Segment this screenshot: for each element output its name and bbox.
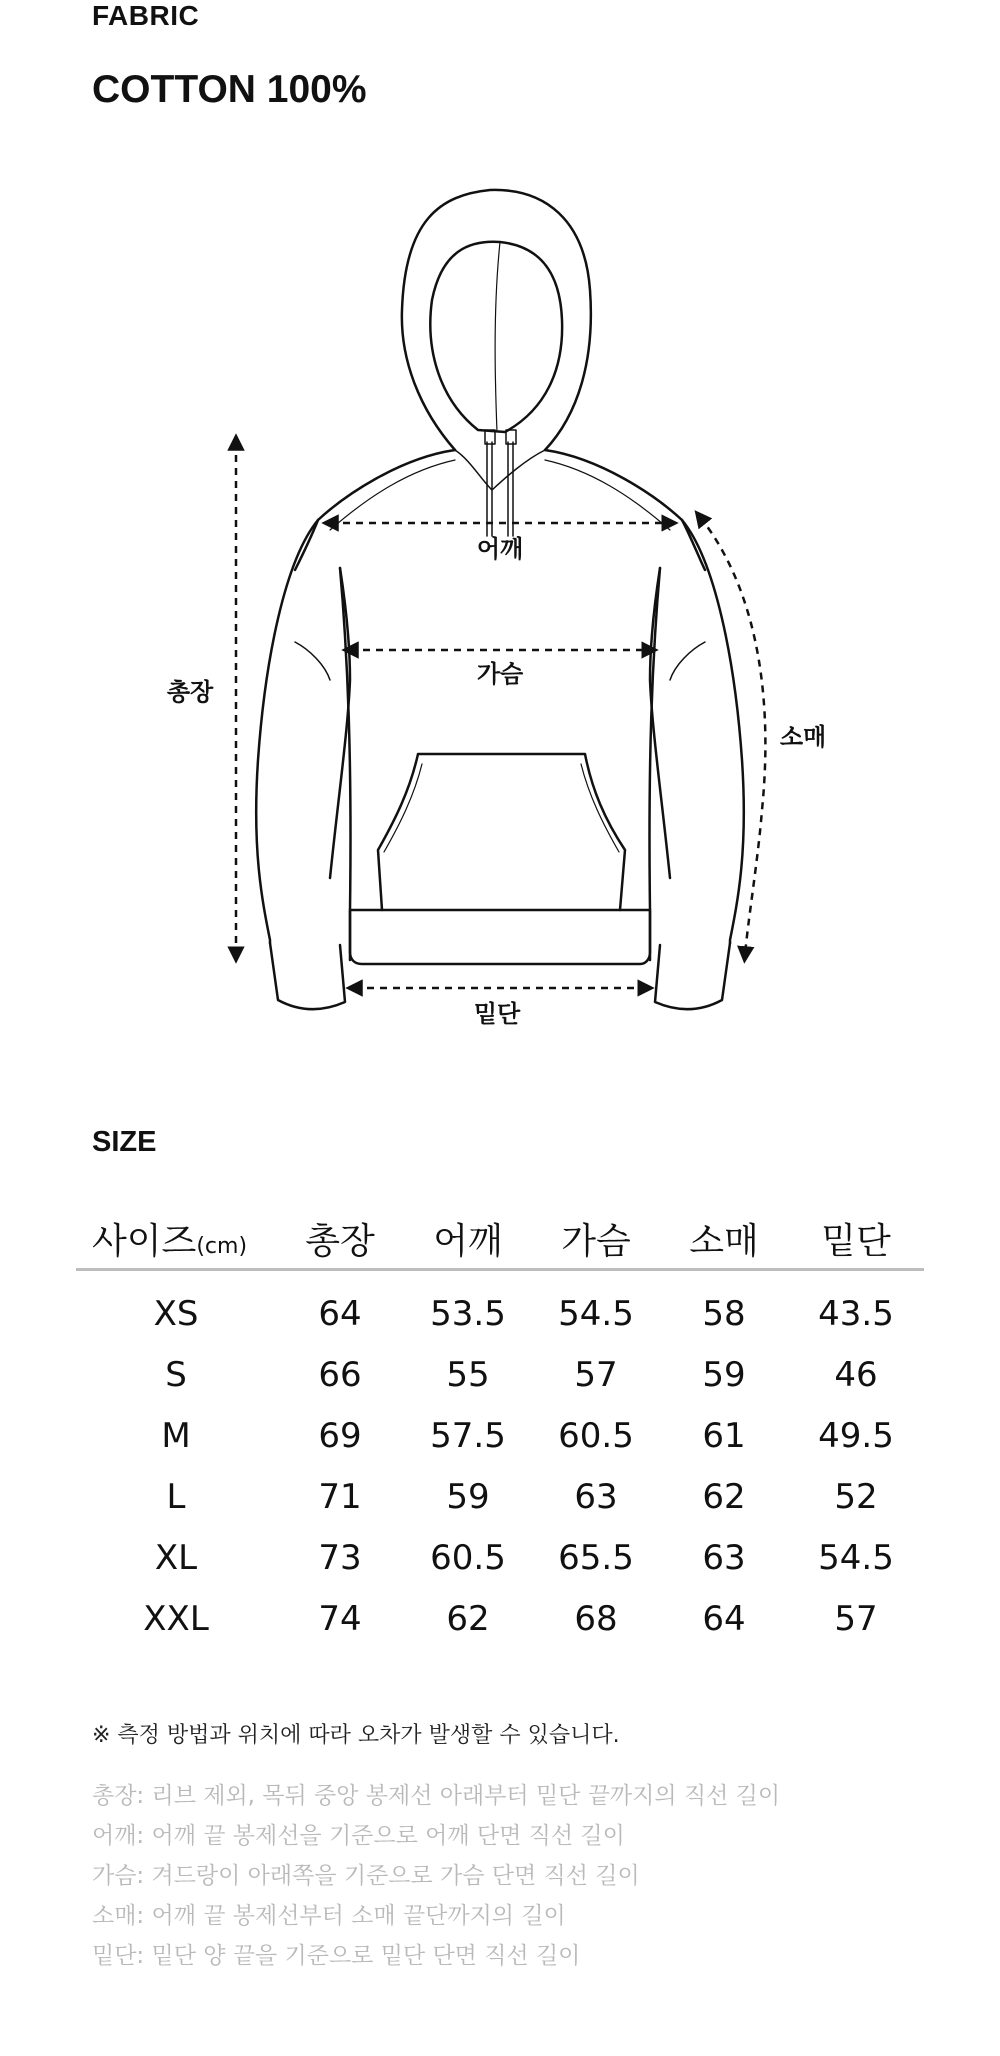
- definition-chest: 가슴: 겨드랑이 아래쪽을 기준으로 가슴 단면 직선 길이: [92, 1863, 640, 1889]
- table-cell: 65.5: [558, 1537, 634, 1578]
- table-cell: 64: [318, 1293, 362, 1334]
- table-cell: 63: [702, 1537, 746, 1578]
- left-sleeve: [256, 520, 318, 943]
- table-cell: 62: [702, 1476, 746, 1517]
- hem-label: 밑단: [473, 1000, 521, 1028]
- hem-rib: [350, 910, 650, 964]
- unit-label: (cm): [196, 1233, 248, 1259]
- size-cell: M: [161, 1415, 191, 1456]
- table-cell: 58: [702, 1293, 746, 1334]
- measurement-definitions: [92, 1776, 780, 1976]
- table-cell: 46: [834, 1354, 878, 1395]
- fabric-value: COTTON 100%: [92, 68, 367, 111]
- table-cell: 49.5: [818, 1415, 894, 1456]
- sleeve-dimension-line: [700, 517, 765, 955]
- size-cell: XL: [154, 1537, 198, 1578]
- definition-sleeve: 소매: 어깨 끝 봉제선부터 소매 끝단까지의 길이: [92, 1903, 566, 1929]
- column-header-length: 총장: [276, 1208, 404, 1270]
- table-cell: 71: [318, 1476, 362, 1517]
- definition-hem: 밑단: 밑단 양 끝을 기준으로 밑단 단면 직선 길이: [92, 1943, 581, 1969]
- table-cell: 57: [834, 1598, 878, 1639]
- table-row: [76, 1344, 924, 1405]
- column-header-sleeve: 소매: [660, 1208, 788, 1270]
- column-header-hem: 밑단: [788, 1208, 924, 1270]
- table-cell: 60.5: [430, 1537, 506, 1578]
- hoodie-diagram: [0, 160, 1000, 1060]
- size-cell: XS: [153, 1293, 199, 1334]
- chest-label: 가슴: [476, 660, 524, 688]
- size-cell: XXL: [143, 1598, 209, 1639]
- table-cell: 53.5: [430, 1293, 506, 1334]
- table-cell: 63: [574, 1476, 618, 1517]
- size-cell: S: [165, 1354, 187, 1395]
- table-row: [76, 1588, 924, 1649]
- table-cell: 57.5: [430, 1415, 506, 1456]
- size-cell: L: [166, 1476, 186, 1517]
- shoulder-label: 어깨: [476, 535, 524, 563]
- table-row: [76, 1405, 924, 1466]
- table-cell: 62: [446, 1598, 490, 1639]
- table-row: [76, 1270, 924, 1345]
- left-shoulder: [295, 450, 455, 570]
- table-cell: 59: [702, 1354, 746, 1395]
- right-sleeve: [682, 520, 744, 943]
- right-shoulder: [545, 450, 705, 570]
- table-cell: 54.5: [818, 1537, 894, 1578]
- length-label: 총장: [166, 678, 214, 706]
- fabric-label: FABRIC: [92, 0, 200, 31]
- table-cell: 55: [446, 1354, 490, 1395]
- table-cell: 69: [318, 1415, 362, 1456]
- measurement-disclaimer: ※ 측정 방법과 위치에 따라 오차가 발생할 수 있습니다.: [92, 1723, 620, 1748]
- table-cell: 68: [574, 1598, 618, 1639]
- table-header-row: [76, 1208, 924, 1270]
- table-cell: 54.5: [558, 1293, 634, 1334]
- size-heading: SIZE: [92, 1126, 157, 1158]
- table-cell: 60.5: [558, 1415, 634, 1456]
- definition-shoulder: 어깨: 어깨 끝 봉제선을 기준으로 어깨 단면 직선 길이: [92, 1823, 625, 1849]
- table-cell: 61: [702, 1415, 746, 1456]
- definition-length: 총장: 리브 제외, 목뒤 중앙 봉제선 아래부터 밑단 끝까지의 직선 길이: [92, 1783, 781, 1809]
- table-row: [76, 1466, 924, 1527]
- kangaroo-pocket: [378, 754, 625, 910]
- sleeve-label: 소매: [779, 723, 827, 751]
- column-header-chest: 가슴: [532, 1208, 660, 1270]
- table-cell: 52: [834, 1476, 878, 1517]
- size-table: [76, 1208, 924, 1649]
- table-cell: 66: [318, 1354, 362, 1395]
- table-cell: 59: [446, 1476, 490, 1517]
- table-cell: 64: [702, 1598, 746, 1639]
- table-cell: 73: [318, 1537, 362, 1578]
- table-cell: 74: [318, 1598, 362, 1639]
- table-cell: 43.5: [818, 1293, 894, 1334]
- column-header-size: 사이즈(cm): [76, 1208, 276, 1270]
- column-header-shoulder: 어깨: [404, 1208, 532, 1270]
- table-cell: 57: [574, 1354, 618, 1395]
- table-row: [76, 1527, 924, 1588]
